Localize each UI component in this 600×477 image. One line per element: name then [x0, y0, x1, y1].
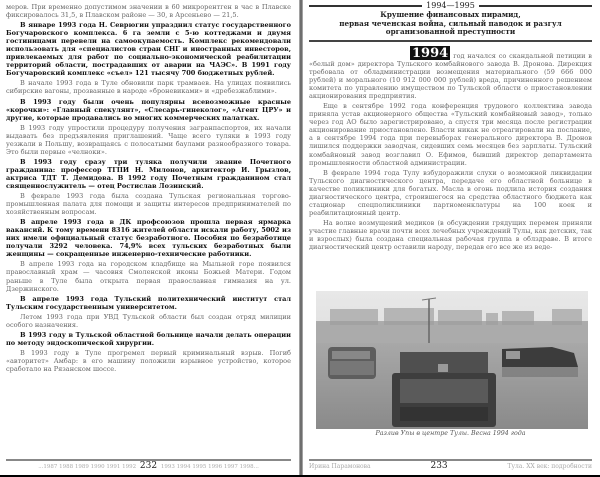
paragraph: На волне возмущений медиков (в обсуждении грядущих перемен приняли участие главные врачи почти всех лечебных учреждений Тулы, как детских, так и взрослых) была создана специальная рабочая группа в облздраве. В итоге диагностический центр оставили народу, передав его все же из веде-	[309, 218, 592, 252]
page-number-left: 232	[139, 461, 158, 471]
header-bottom-rule	[309, 40, 592, 42]
paragraph: В 1993 году упростили процедуру получения загранпаспортов, их начали выдавать без предъявления приглашений. Чаще всего туляки в 1993 году уезжали в Польшу, возвращаясь с полосатыми баулами разнообразного товара. Это были первые «челноки».	[6, 123, 291, 156]
right-page-body	[309, 44, 592, 251]
chapter-title-line-1: Крушение финансовых пирамид,	[380, 10, 521, 19]
right-page-footer	[309, 461, 592, 471]
paragraph: В январе 1993 года Н. Севрюгин упразднил статус государственного Богучаровского комплекса. 6 га земли с 5-ю коттеджами и двумя гостиницами перевели на самоокупаемость. Комплекс рекомендовали использовать для «специалистов стран СНГ и иностранных инвесторов, привлекаемых для работ по социально-экономической реабилитации территорий области, пострадавших от аварии на ЧАЭС». В 1991 году Богучаровский комплекс «съел» 121 тысячу 700 бюджетных рублей.	[6, 21, 291, 78]
left-page-footer	[6, 461, 291, 471]
footer-years-after: 1993 1994 1995 1996 1997 1998...	[160, 464, 259, 470]
paragraph: В феврале 1993 года была создана Тульская региональная торгово-промышленная палата для помощи и защиты интересов предпринимателей по хозяйственным вопросам.	[6, 192, 291, 217]
paragraph: Еще в сентябре 1992 года конференция трудового коллектива завода приняла устав акционерного общества «Тульский комбайновый завод», только через год АО было зарегистрировано, а спустя три месяца после регистрации акционирование приостановлено. Власти никак не отреагировали на послание, а в сентябре 1994 года при перевыборах генерального директора В. Дронов лишился поддержки заводчан, сидевших семь месяцев без зарплаты. Тульский комбайновый завод возглавил О. Ефимов, бывший директор департамента промышленности областной администрации.	[309, 102, 592, 167]
paragraph: Летом 1993 года при УВД Тульской области был создан отряд милиции особого назначения.	[6, 312, 291, 329]
flood-photo	[316, 291, 588, 429]
chapter-years: 1994—1995	[426, 1, 475, 10]
header-rule-left	[309, 5, 422, 7]
photo-caption: Разлив Упы в центре Тулы. Весна 1994 года	[375, 430, 526, 437]
paragraph: В 1993 году в Тульской областной больнице начали делать операции по методу эндоскопической хирургии.	[6, 330, 291, 347]
paragraph: В апреле 1993 года Тульский политехнический институт стал Тульским государственным университетом.	[6, 294, 291, 311]
photo-vehicle-right	[502, 347, 578, 377]
paragraph: меров. При временно допустимом значении в 60 микрорентген в час в Плавске фиксировалось 31,5, в Плавском районе — 30, в Арсеньево — 21,5.	[6, 3, 291, 20]
paragraph: В апреле 1993 года в ДК профсоюзов прошла первая ярмарка вакансий. К тому времени 8316 жителей области искали работу, 5002 из них имели официальный статус безработного. Пособия по безработице получали 3292 человека. 74,9% всех тульских безработных были женщины — сокращенные инженерно-технические работники.	[6, 218, 291, 259]
paragraph: В 1993 году сразу три туляка получили звание Почетного гражданина: профессор ТГПИ Н. Милонов, архитектор И. Грызлов, актриса ТДТ Т. Демидова. В 1992 году Почетным гражданином стал священнослужитель — отец Ростислав Лозинский.	[6, 157, 291, 190]
photo-vehicle-left	[328, 347, 376, 379]
footer-author: Ирина Парамонова	[309, 462, 371, 470]
paragraph: В апреле 1993 года на городском кладбище на Мыльной горе появился православный храм — часовня Смоленской иконы Божьей Матери. Годом раньше в Туле была открыта первая православная гимназия на ул. Дзержинского.	[6, 260, 291, 293]
left-page-body	[6, 1, 291, 373]
chapter-title-line-3: организованной преступности	[385, 27, 516, 37]
paragraph: В 1993 году в Туле прогремел первый криминальный взрыв. Погиб «авторитет» Амбар: в его машину положили взрывное устройство, которое сработало на Рязанском шоссе.	[6, 348, 291, 373]
paragraph: В начале 1993 года в Туле обновили парк трамваев. На улицах появились сибирские вагоны, прозванные в народе «броневиками» и «дребезжаблими».	[6, 79, 291, 96]
flood-photo-image	[316, 291, 588, 429]
footer-years-before: ...1987 1988 1989 1990 1991 1992	[38, 464, 137, 470]
photo-vehicle-center-truck	[392, 352, 496, 427]
page-number-right: 233	[430, 461, 448, 471]
drop-year-box: 1994	[412, 46, 449, 61]
paragraph: В 1993 году были очень популярны всевозможные красные «корочки»: «Главный спекулянт», «Слесарь-гинеколог», «Агент ЦРУ» и другие, которые продавались во многих коммерческих палатках.	[6, 97, 291, 122]
paragraph-text: год начался со скандальной петиции в «белый дом» директора Тульского комбайнового завода В. Дронова. Дирекция требовала от обладминистрации возмещения материального (59 666 000 рублей) и морального (10 912 000 000 рублей) вреда, причиненного решением комитета по управлению имуществом по Тульской области о приостановлении акционирования предприятия.	[309, 51, 592, 101]
footer-book-title: Тула. XX век: подробности	[507, 462, 592, 470]
paragraph: В феврале 1994 года Тулу взбудоражили слухи о возможной ликвидации Тульского диагностического центра, передаче его областной больнице в качестве поликлиники для богатых. Масла в огонь подлила история создания диагностического центра, строившегося на средства областного бюджета как стационар спецполиклиники партноменклатуры на 100 коек и реабилитационный центр.	[309, 168, 592, 217]
chapter-title-line-2: первая чеченская война, сильный паводок и разгул	[339, 18, 562, 28]
left-page	[0, 0, 299, 475]
right-page	[303, 0, 600, 475]
header-rule-right	[479, 5, 592, 7]
chapter-header	[309, 0, 592, 42]
photo-treeline	[316, 321, 588, 343]
footer-years-nav	[6, 461, 291, 471]
paragraph	[309, 46, 592, 100]
